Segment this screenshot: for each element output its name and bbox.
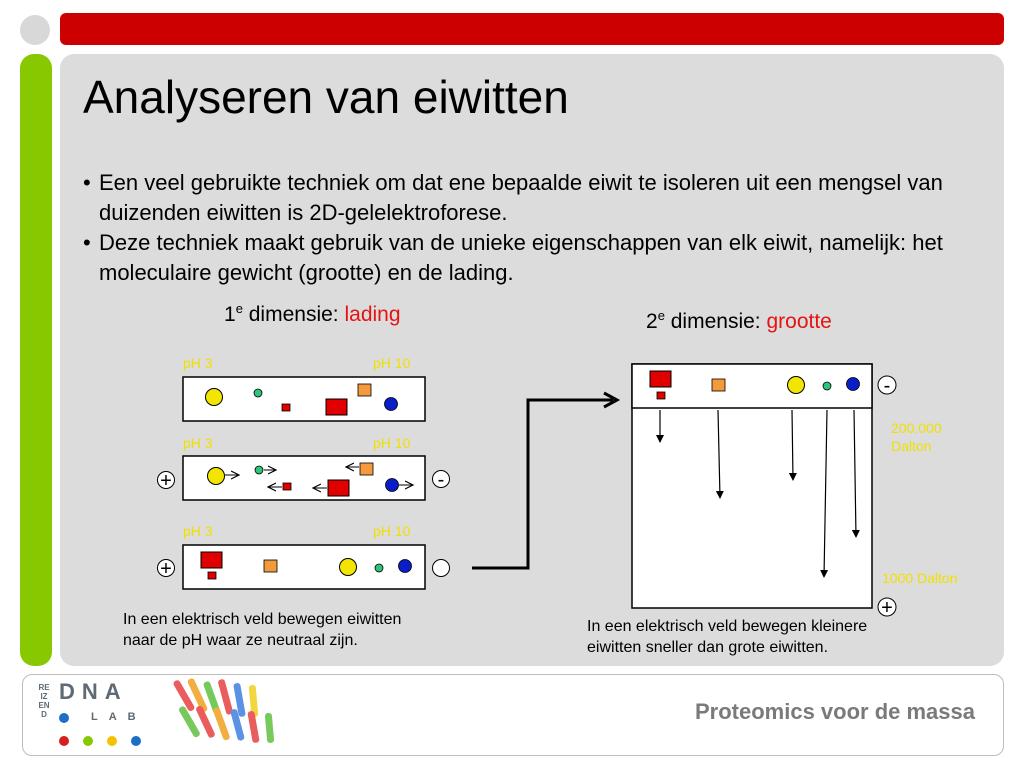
ph-low-label: pH 3: [183, 355, 213, 371]
ph-high-label: pH 10: [373, 355, 411, 371]
dimension-text: dimensie:: [242, 303, 345, 326]
bullet-symbol: •: [83, 230, 91, 255]
large-red-protein: [650, 371, 671, 387]
orange-protein: [360, 463, 373, 475]
footer-title: Proteomics voor de massa: [694, 699, 975, 724]
caption-line: naar de pH waar ze neutraal zijn.: [123, 632, 358, 649]
mass-low-label: 1000 Dalton: [882, 570, 958, 586]
mass-high-line2: Dalton: [891, 438, 932, 454]
logo-dna-text: DNA: [59, 679, 128, 704]
bullet-symbol: •: [83, 170, 91, 195]
orange-protein: [358, 384, 371, 396]
yellow-protein: [340, 559, 357, 576]
dimension-accent: lading: [344, 303, 401, 326]
caption-left: [123, 609, 401, 651]
ph-low-label: pH 3: [183, 435, 213, 451]
test-tubes-image: [158, 675, 293, 755]
green-protein: [375, 564, 383, 572]
caption-right: [587, 616, 867, 658]
mass-high-label: [891, 420, 946, 454]
blue-protein: [847, 378, 860, 391]
logo-dot: [59, 713, 69, 723]
small-red-protein: [283, 483, 291, 490]
footer: [22, 674, 1004, 756]
dimension-superscript: e: [657, 308, 665, 323]
ph-high-label: pH 10: [373, 523, 411, 539]
green-protein: [823, 382, 831, 390]
small-red-protein: [282, 404, 290, 411]
yellow-protein: [208, 468, 225, 485]
caption-line: eiwitten sneller dan grote eiwitten.: [587, 639, 829, 656]
anode-plus-sign: +: [160, 558, 172, 580]
yellow-protein: [788, 377, 805, 394]
dimension-number: 2: [646, 310, 658, 333]
dimension-accent: grootte: [766, 310, 832, 333]
green-protein: [255, 466, 263, 474]
anode-plus-sign: +: [881, 597, 893, 619]
large-red-protein: [326, 399, 347, 415]
ph-high-label: pH 10: [373, 435, 411, 451]
logo-vertical-text: REIZEND: [38, 683, 50, 719]
strip-focused: [158, 523, 450, 589]
cathode-minus-sign: -: [437, 469, 445, 491]
orange-protein: [712, 379, 725, 391]
dimension-superscript: e: [235, 301, 243, 316]
small-red-protein: [208, 572, 216, 579]
logo-dot: [83, 736, 93, 746]
blue-protein: [399, 560, 412, 573]
cathode-circle: [433, 560, 450, 577]
yellow-protein: [206, 389, 223, 406]
blue-protein: [386, 479, 399, 492]
large-red-protein: [201, 552, 222, 568]
dimension-number: 1: [224, 303, 236, 326]
strip-migrating: [158, 435, 450, 500]
orange-protein: [264, 560, 277, 572]
logo-dot: [59, 736, 69, 746]
gel-2d: [632, 364, 958, 619]
ph-low-label: pH 3: [183, 523, 213, 539]
caption-line: In een elektrisch veld bewegen eiwitten: [123, 611, 402, 628]
logo-lab-text: LAB: [91, 711, 147, 723]
anode-plus-sign: +: [160, 470, 172, 492]
logo-dot: [107, 736, 117, 746]
bullet-text: Een veel gebruikte techniek om dat ene bepaalde eiwit te isoleren uit een mengsel van duizenden eiwitten is 2D-gelelektroforese.: [99, 170, 943, 225]
large-red-protein: [328, 480, 349, 496]
mass-high-line1: 200.000: [891, 420, 942, 436]
slide-title: Analyseren van eiwitten: [83, 71, 569, 123]
caption-line: In een elektrisch veld bewegen kleinere: [587, 618, 868, 635]
cathode-minus-sign: -: [883, 375, 891, 397]
small-red-protein: [657, 392, 665, 399]
blue-protein: [385, 398, 398, 411]
green-protein: [254, 389, 262, 397]
logo-dot: [131, 736, 141, 746]
dimension-text: dimensie:: [664, 310, 767, 333]
bullet-text: Deze techniek maakt gebruik van de unieke eigenschappen van elk eiwit, namelijk: het moleculaire gewicht (grootte) en de lading.: [99, 230, 943, 285]
transfer-connector: [472, 400, 613, 568]
strip-initial: [183, 355, 425, 421]
